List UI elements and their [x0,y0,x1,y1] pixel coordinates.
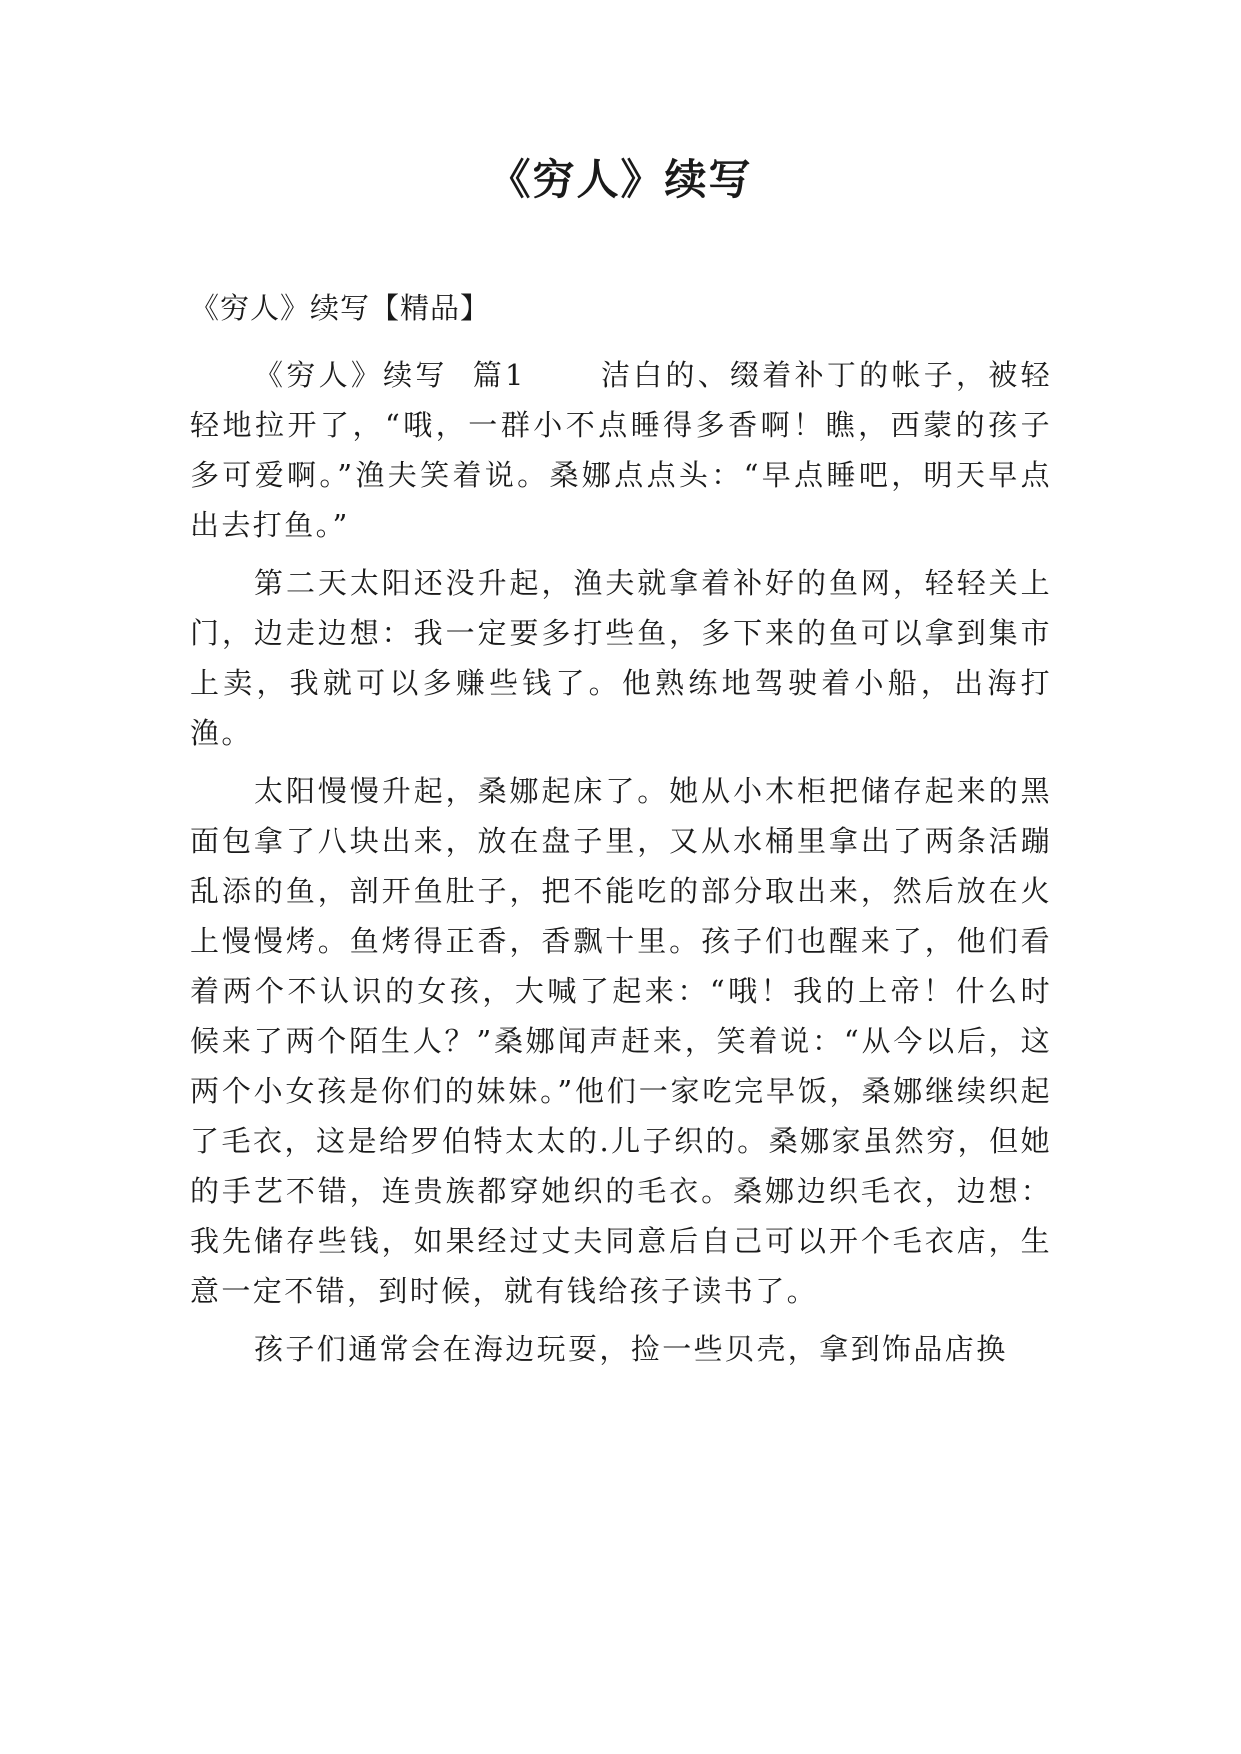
paragraph-2: 第二天太阳还没升起，渔夫就拿着补好的鱼网，轻轻关上门，边走边想：我一定要多打些鱼，多下来的鱼可以拿到集市上卖，我就可以多赚些钱了。他熟练地驾驶着小船，出海打渔。 [190,566,1052,750]
document-subtitle: 《穷人》续写【精品】 [190,291,491,325]
paragraph-4: 孩子们通常会在海边玩耍，捡一些贝壳，拿到饰品店换 [254,1332,1008,1366]
page-title: 《穷人》续写 [488,155,753,204]
paragraph-3: 太阳慢慢升起，桑娜起床了。她从小木柜把储存起来的黑面包拿了八块出来，放在盘子里，又从水桶里拿出了两条活蹦乱添的鱼，剖开鱼肚子，把不能吃的部分取出来，然后放在火上慢慢烤。鱼烤得正香，香飘十里。孩子们也醒来了，他们看着两个不认识的女孩，大喊了起来：“哦！我的上帝！什么时候来了两个陌生人？”桑娜闻声赶来，笑着说：“从今以后，这两个小女孩是你们的妹妹。”他们一家吃完早饭，桑娜继续织起了毛衣，这是给罗伯特太太的.儿子织的。桑娜家虽然穷，但她的手艺不错，连贵族都穿她织的毛衣。桑娜边织毛衣，边想：我先储存些钱，如果经过丈夫同意后自己可以开个毛衣店，生意一定不错，到时候，就有钱给孩子读书了。 [190,774,1052,1308]
paragraph-1: 《穷人》续写 篇1 洁白的、缀着补丁的帐子，被轻轻地拉开了，“哦，一群小不点睡得多香啊！瞧，西蒙的孩子多可爱啊。”渔夫笑着说。桑娜点点头：“早点睡吧，明天早点出去打鱼。” [190,358,1052,542]
document-body [190,350,1052,1374]
